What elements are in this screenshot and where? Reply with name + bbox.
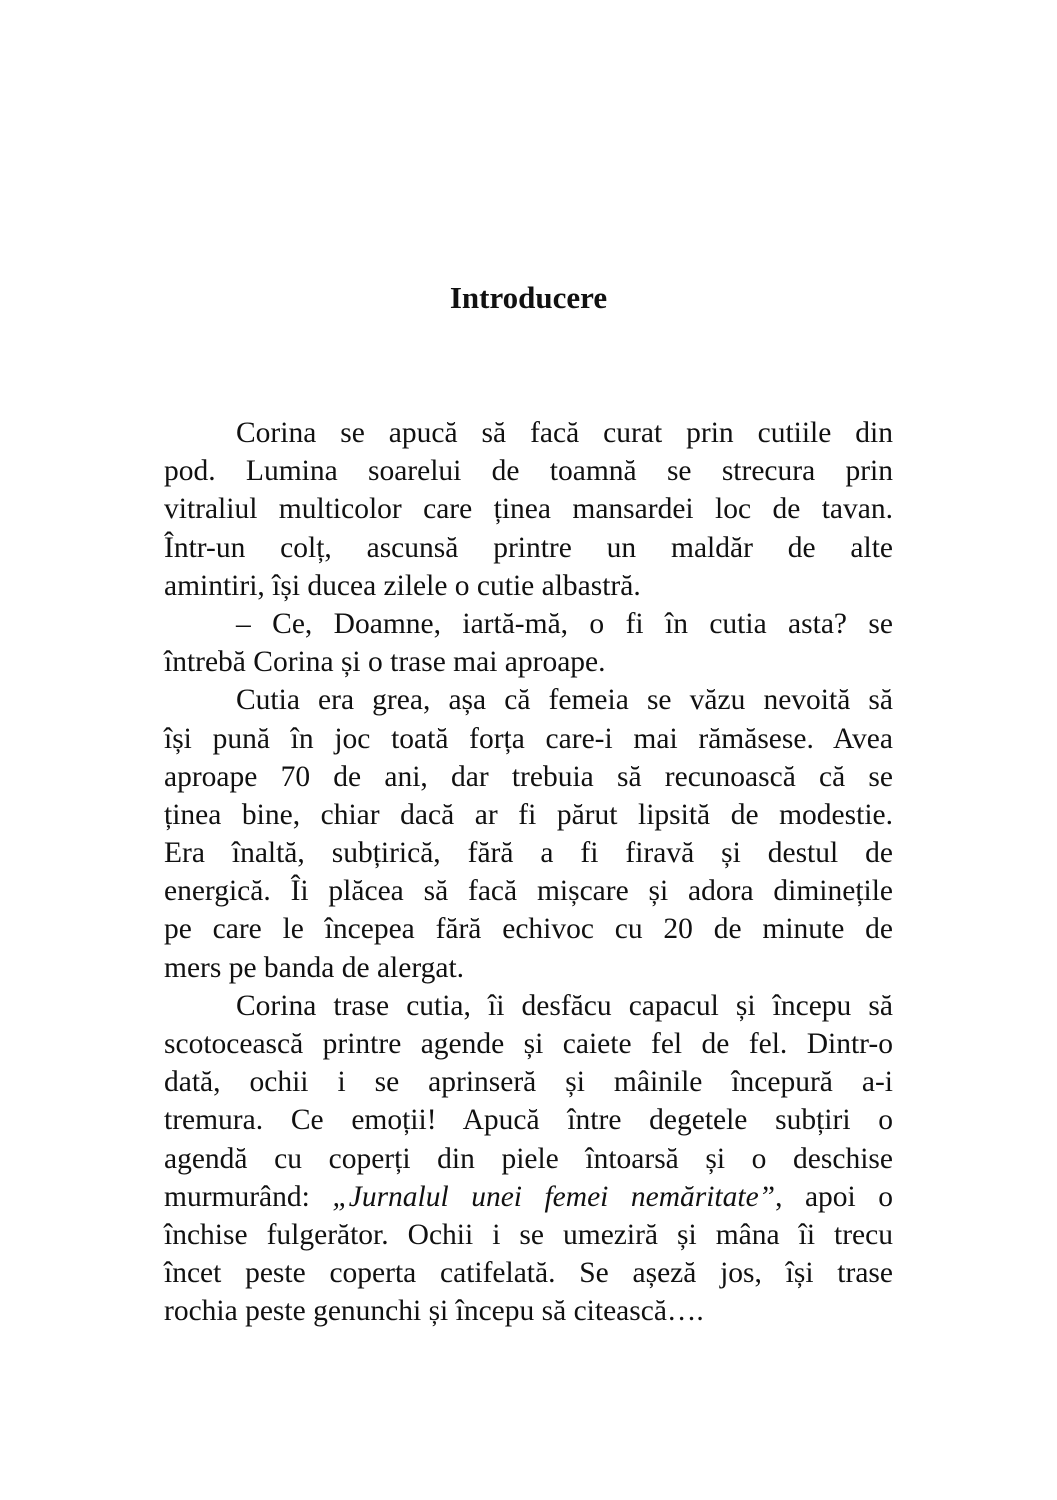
quote-before: murmurând: xyxy=(164,1180,333,1213)
text-line: mers pe banda de alergat. xyxy=(164,951,465,984)
text-line: – Ce, Doamne, iartă-mă, o fi în cutia asta? se xyxy=(236,607,893,640)
text-line: Corina se apucă să facă curat prin cutiile din xyxy=(236,417,893,449)
text-line: își pună în joc toată forța care-i mai rămăsese. Avea xyxy=(164,722,893,755)
text-line: agendă cu coperți din piele întoarsă și o deschise xyxy=(164,1142,893,1175)
text-line: dată, ochii i se aprinseră și mâinile începură a-i xyxy=(164,1066,893,1099)
paragraph-1 xyxy=(164,414,893,605)
text-line: pod. Lumina soarelui de toamnă se strecura prin xyxy=(164,455,893,488)
text-line: aproape 70 de ani, dar trebuia să recunoască că se xyxy=(164,760,893,793)
text-line: Corina trase cutia, îi desfăcu capacul și începu să xyxy=(236,989,893,1022)
paragraph-2 xyxy=(164,605,893,681)
quote-after: , apoi o xyxy=(775,1180,893,1213)
text-line: rochia peste genunchi și începu să citească…. xyxy=(164,1295,704,1328)
text-line: închise fulgerător. Ochii i se umeziră și mâna îi trecu xyxy=(164,1218,893,1251)
text-line: Era înaltă, subțirică, fără a fi firavă și destul de xyxy=(164,837,893,870)
chapter-body xyxy=(164,414,893,1331)
text-line: Cutia era grea, așa că femeia se văzu nevoită să xyxy=(236,684,893,717)
paragraph-3 xyxy=(164,681,893,987)
chapter-title: Introducere xyxy=(449,280,608,315)
text-line: scotocească printre agende și caiete fel de fel. Dintr-o xyxy=(164,1028,893,1060)
text-line: întrebă Corina și o trase mai aproape. xyxy=(164,646,606,679)
text-line: Într-un colț, ascunsă printre un maldăr de alte xyxy=(164,531,893,564)
text-line: vitraliul multicolor care ținea mansardei loc de tavan. xyxy=(164,493,893,526)
text-line: energică. Îi plăcea să facă mișcare și adora diminețile xyxy=(164,875,893,908)
text-line: amintiri, își ducea zilele o cutie albastră. xyxy=(164,569,641,602)
paragraph-4 xyxy=(164,987,893,1331)
text-line: încet peste coperta catifelată. Se așeză jos, își trase xyxy=(164,1257,893,1290)
text-line-with-quote xyxy=(164,1178,893,1216)
text-line: tremura. Ce emoții! Apucă între degetele subțiri o xyxy=(164,1104,893,1137)
journal-title-quote: „Jurnalul unei femei nemăritate” xyxy=(332,1180,776,1213)
text-line: pe care le începea fără echivoc cu 20 de minute de xyxy=(164,913,893,946)
text-line: ținea bine, chiar dacă ar fi părut lipsită de modestie. xyxy=(164,798,893,831)
